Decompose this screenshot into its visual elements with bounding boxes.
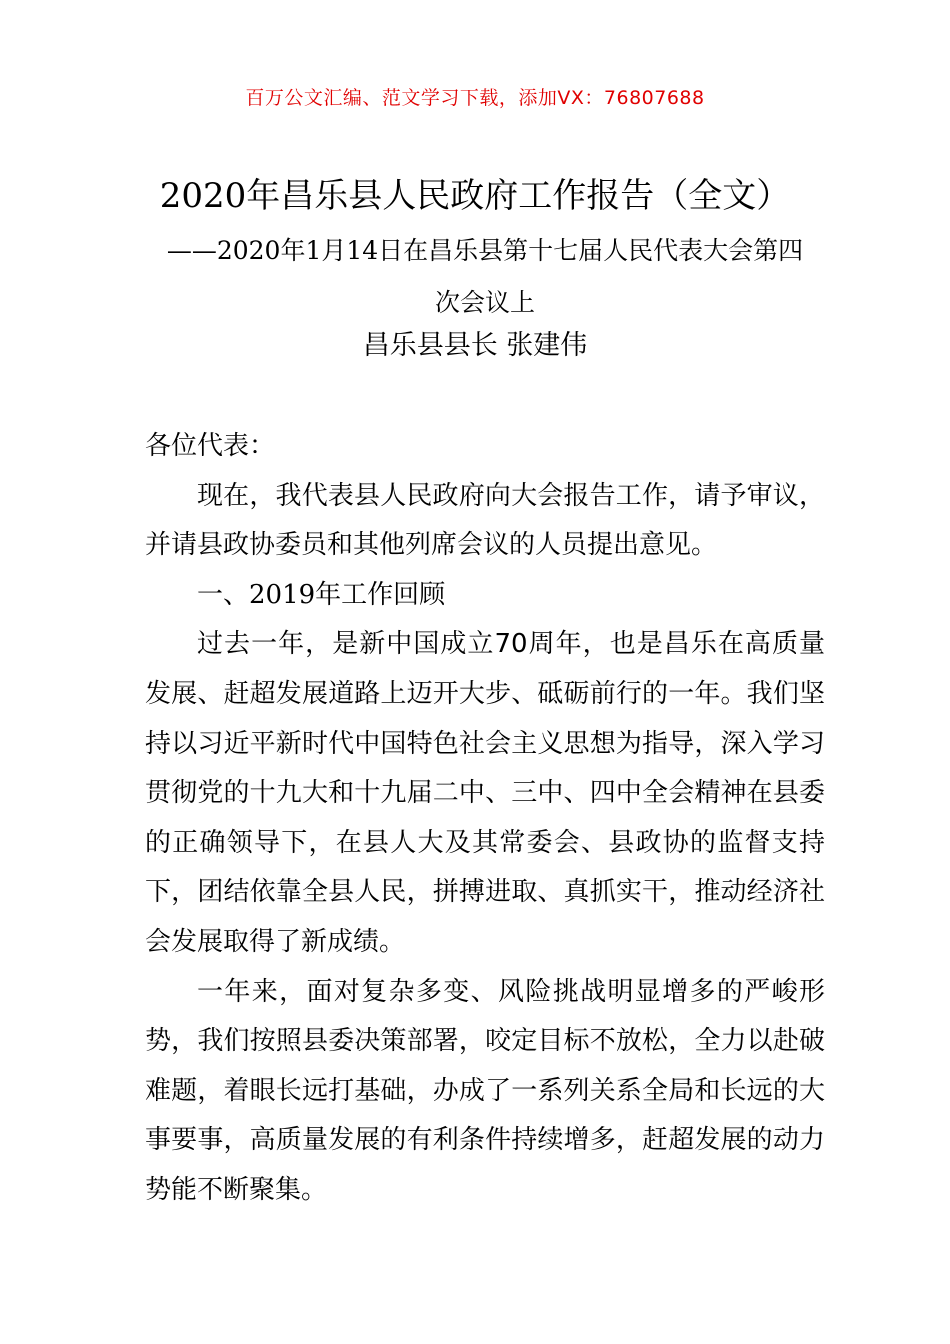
body-paragraph: 一年来，面对复杂多变、风险挑战明显增多的严峻形势，我们按照县委决策部署，咬定目标不放松，全力以赴破难题，着眼长远打基础，办成了一系列关系全局和长远的大事要事，高质量发展的有利条件持续增多，赶超发展的动力势能不断聚集。 bbox=[145, 976, 825, 1205]
body-paragraph: 现在，我代表县人民政府向大会报告工作，请予审议，并请县政协委员和其他列席会议的人员提出意见。 bbox=[145, 480, 825, 561]
salutation: 各位代表： bbox=[145, 431, 276, 461]
body-paragraph: 过去一年，是新中国成立70周年，也是昌乐在高质量发展、赶超发展道路上迈开大步、砥砺前行的一年。我们坚持以习近平新时代中国特色社会主义思想为指导，深入学习贯彻党的十九大和十九届二中、三中、四中全会精神在县委的正确领导下，在县人大及其常委会、县政协的监督支持下，团结依靠全县人民，拼搏进取、真抓实干，推动经济社会发展取得了新成绩。 bbox=[145, 629, 825, 957]
promo-banner: 百万公文汇编、范文学习下载，添加VX：76807688 bbox=[245, 87, 705, 109]
document-author: 昌乐县县长 张建伟 bbox=[362, 330, 588, 361]
document-body bbox=[145, 422, 825, 1216]
document-subtitle: ——2020年1月14日在昌乐县第十七届人民代表大会第四次会议上 bbox=[166, 236, 804, 317]
section-heading: 一、2019年工作回顾 bbox=[197, 579, 446, 610]
document-title: 2020年昌乐县人民政府工作报告（全文） bbox=[159, 176, 791, 216]
